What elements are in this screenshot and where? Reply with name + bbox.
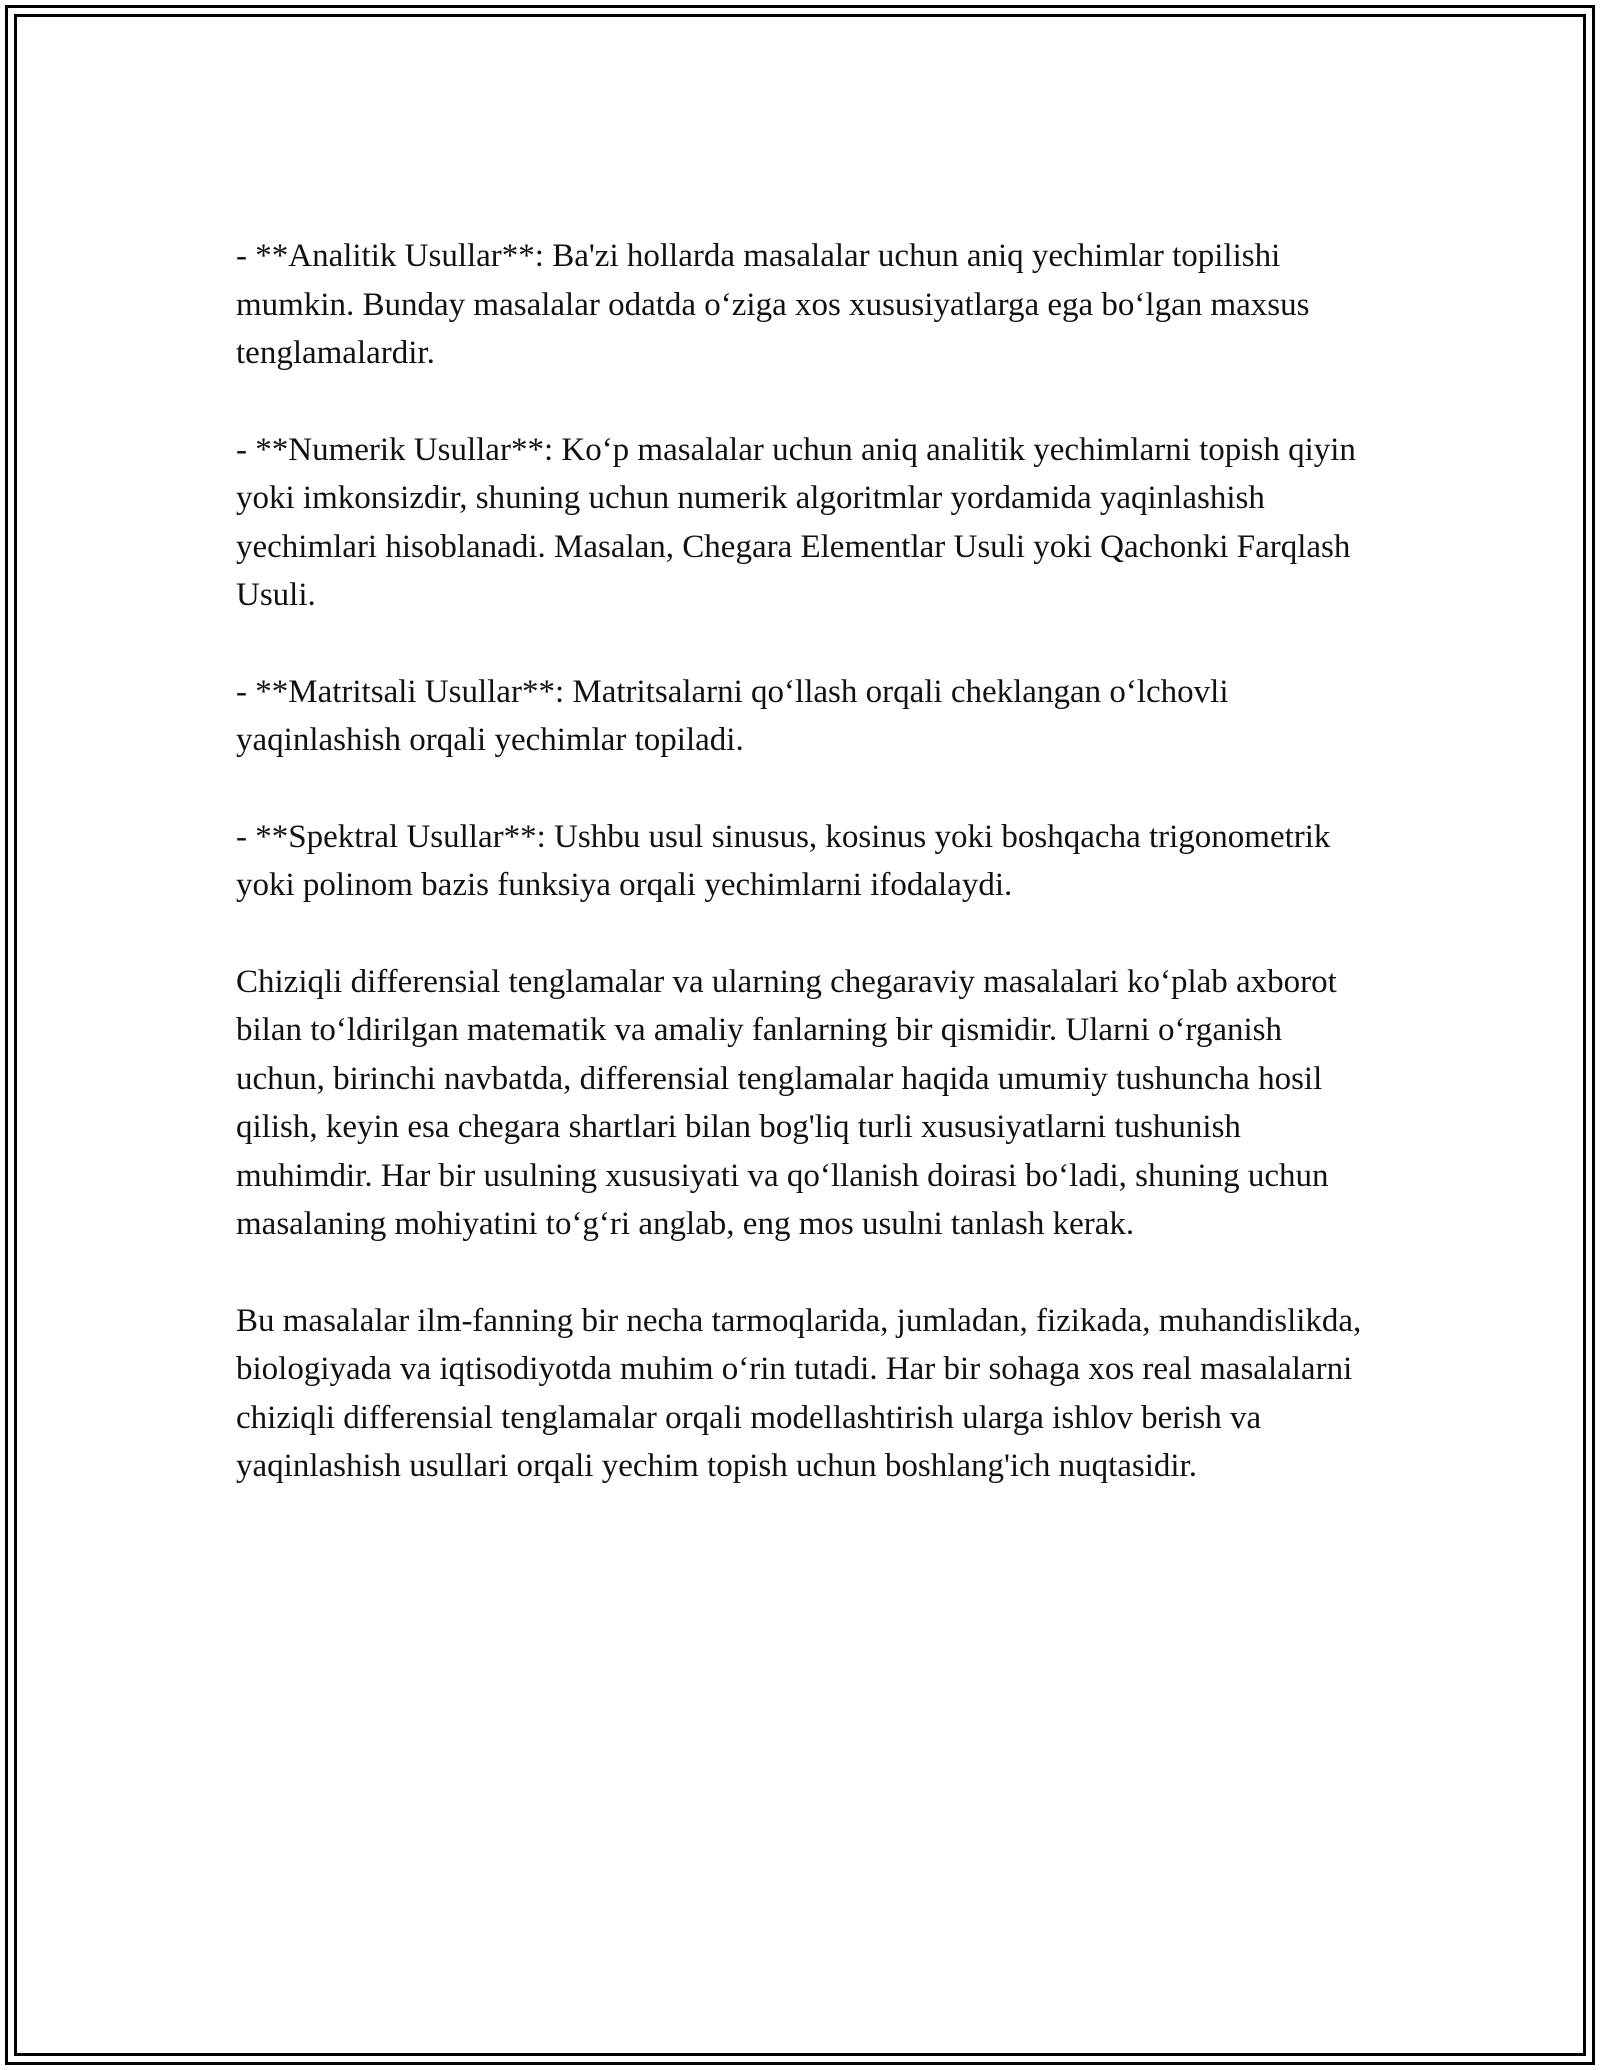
paragraph-bu-masalalar: Bu masalalar ilm-fanning bir necha tarmoqlarida, jumladan, fizikada, muhandislikda, biologiyada va iqtisodiyotda muhim o‘rin tutadi. Har bir sohaga xos real masalalarni chiziqli differensial tenglamalar orqali modellashtirish ularga ishlov berish va yaqinlashish usullari orqali yechim topish uchun boshlang'ich nuqtasidir.: [236, 1302, 1362, 1484]
paragraph-analitik-usullar: - **Analitik Usullar**: Ba'zi hollarda masalalar uchun aniq yechimlar topilishi mumkin. Bunday masalalar odatda o‘ziga xos xususiyatlarga ega bo‘lgan maxsus tenglamalardir.: [236, 238, 1310, 371]
paragraph-spektral-usullar: - **Spektral Usullar**: Ushbu usul sinusus, kosinus yoki boshqacha trigonometrik yoki polinom bazis funksiya orqali yechimlarni ifodalaydi.: [236, 818, 1331, 903]
paragraph-matritsali-usullar: - **Matritsali Usullar**: Matritsalarni qo‘llash orqali cheklangan o‘lchovli yaqinlashish orqali yechimlar topiladi.: [236, 673, 1229, 758]
document-body: [236, 232, 1366, 1539]
paragraph-chiziqli-differensial: Chiziqli differensial tenglamalar va ularning chegaraviy masalalari ko‘plab axborot bilan to‘ldirilgan matematik va amaliy fanlarning bir qismidir. Ularni o‘rganish uchun, birinchi navbatda, differensial tenglamalar haqida umumiy tushuncha hosil qilish, keyin esa chegara shartlari bilan bog'liq turli xususiyatlarni tushunish muhimdir. Har bir usulning xususiyati va qo‘llanish doirasi bo‘ladi, shuning uchun masalaning mohiyatini to‘g‘ri anglab, eng mos usulni tanlash kerak.: [236, 963, 1337, 1242]
paragraph-numerik-usullar: - **Numerik Usullar**: Ko‘p masalalar uchun aniq analitik yechimlarni topish qiyin yoki imkonsizdir, shuning uchun numerik algoritmlar yordamida yaqinlashish yechimlari hisoblanadi. Masalan, Chegara Elementlar Usuli yoki Qachonki Farqlash Usuli.: [236, 431, 1356, 613]
